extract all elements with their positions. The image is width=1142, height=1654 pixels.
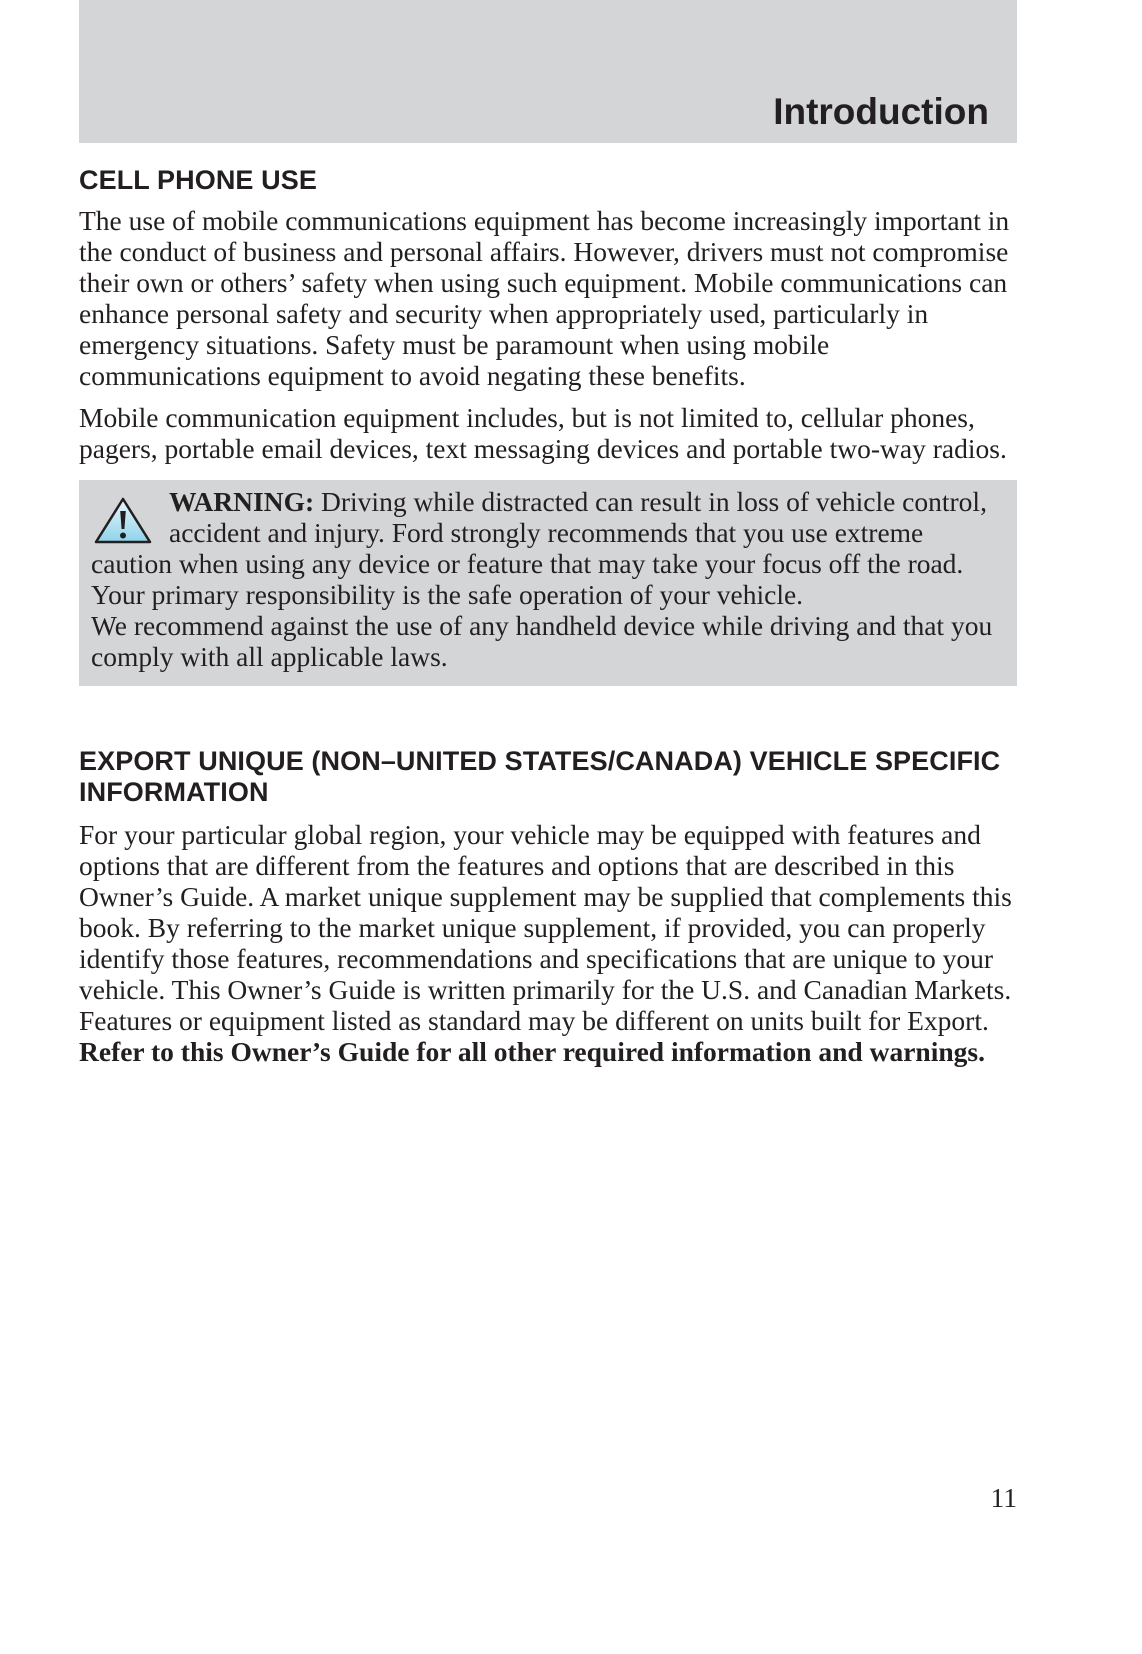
section-title: Introduction (773, 91, 989, 132)
header-band (79, 0, 1017, 143)
warning-text-1: Driving while distracted can result in loss of vehicle control, accident and injury. Ford strongly recommends that you use extreme caution when using any device or feature that may take your focus off the road. Your primary responsibility is the safe operation of your vehicle. (91, 486, 987, 610)
cell-phone-heading: CELL PHONE USE (79, 165, 317, 195)
export-body-bold: Refer to this Owner’s Guide for all other required information and warnings. (79, 1036, 985, 1067)
export-paragraph (79, 819, 1017, 1067)
warning-triangle-icon (93, 496, 153, 546)
warning-text (91, 486, 1003, 610)
warning-box (79, 480, 1017, 686)
cell-phone-paragraph-2: Mobile communication equipment includes, but is not limited to, cellular phones, pagers, portable email devices, text messaging devices and portable two-way radios. (79, 402, 1007, 464)
export-heading: EXPORT UNIQUE (NON–UNITED STATES/CANADA) VEHICLE SPECIFIC INFORMATION (79, 746, 1001, 807)
warning-text-2: We recommend against the use of any handheld device while driving and that you comply with all applicable laws. (91, 610, 993, 672)
page-number: 11 (990, 1482, 1017, 1513)
page-content (79, 165, 1017, 1078)
cell-phone-paragraph-1: The use of mobile communications equipment has become increasingly important in the conduct of business and personal affairs. However, drivers must not compromise their own or others’ safety when using such equipment. Mobile communications can enhance personal safety and security when appropriately used, particularly in emergency situations. Safety must be paramount when using mobile communications equipment to avoid negating these benefits. (79, 205, 1010, 391)
export-body: For your particular global region, your vehicle may be equipped with features and options that are different from the features and options that are described in this Owner’s Guide. A market unique supplement may be supplied that complements this book. By referring to the market unique supplement, if provided, you can properly identify those features, recommendations and specifications that are unique to your vehicle. This Owner’s Guide is written primarily for the U.S. and Canadian Markets. Features or equipment listed as standard may be different on units built for Export. (79, 819, 1012, 1036)
warning-label: WARNING: (169, 486, 315, 517)
